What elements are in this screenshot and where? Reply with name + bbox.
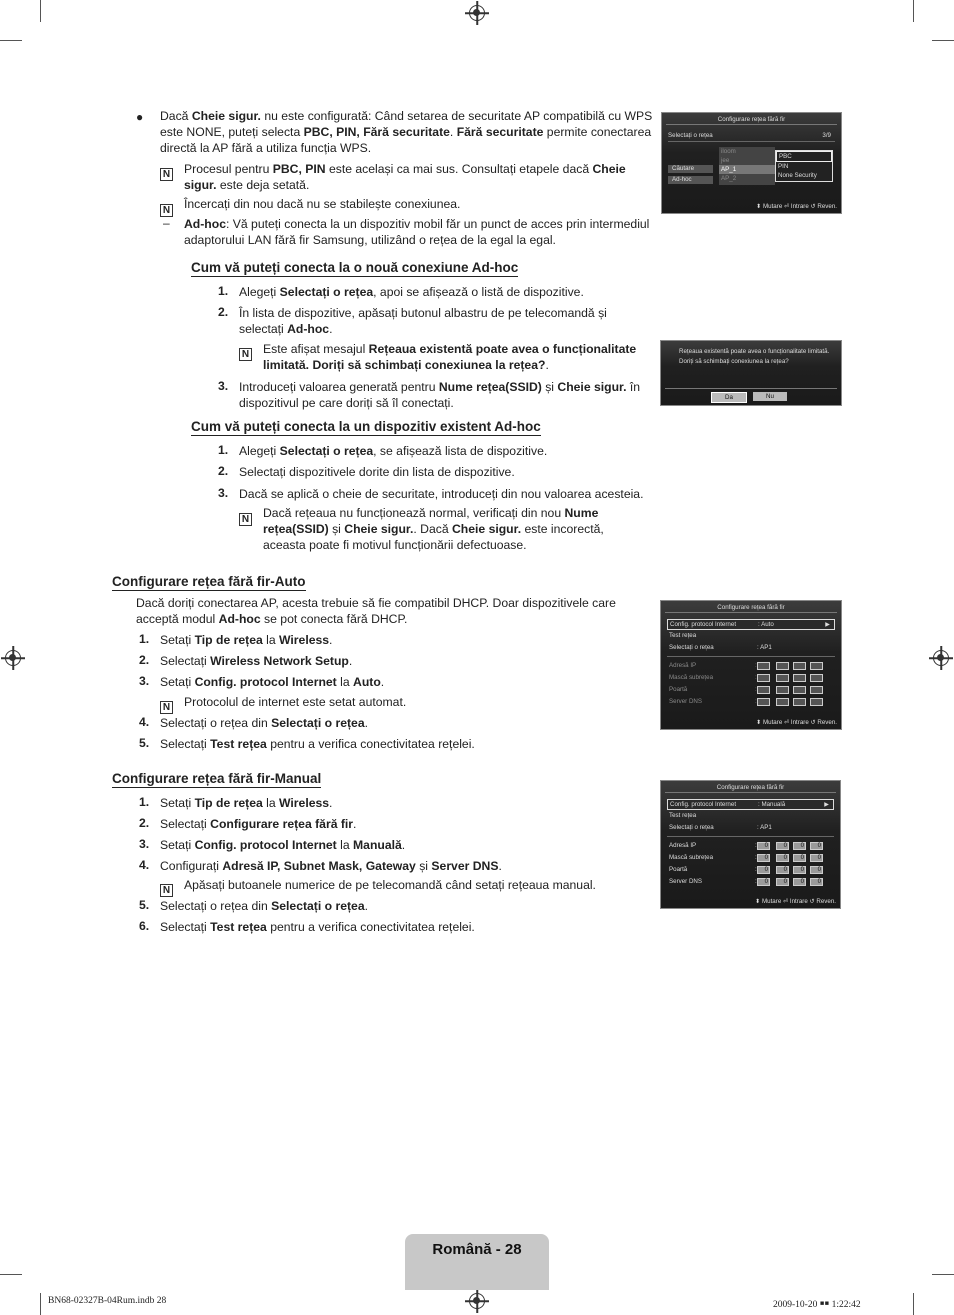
step-number: 1.	[139, 795, 150, 809]
step-text: Introduceți valoarea generată pentru Nume rețea(SSID) și Cheie sigur. în dispozitivul pe care doriți să îl conectați.	[239, 380, 641, 411]
page-counter: 3/9	[822, 132, 831, 139]
screen-footer: ⬍ Mutare ⏎ Intrare ↺ Reven.	[756, 719, 837, 726]
step-number: 4.	[139, 715, 150, 729]
step-number: 4.	[139, 858, 150, 872]
screen-footer: ⬍ Mutare ⏎ Intrare ↺ Reven.	[756, 203, 837, 210]
popup-item[interactable]: PIN	[778, 163, 789, 170]
step-number: 2.	[139, 816, 150, 830]
tv-screen-message	[660, 340, 842, 406]
divider	[665, 388, 837, 389]
step-text: În lista de dispozitive, apăsați butonul albastru de pe telecomandă și selectați Ad-hoc.	[239, 306, 607, 337]
arrow-right-icon: ▶	[825, 621, 830, 628]
step-text: Setați Config. protocol Internet la Auto.	[160, 675, 385, 689]
octet-box	[793, 686, 806, 694]
octet-box	[810, 686, 823, 694]
step-text: Selectați o rețea din Selectați o rețea.	[160, 899, 368, 913]
screen-label: Selectați o rețea	[668, 132, 713, 139]
octet-box	[810, 698, 823, 706]
popup-item[interactable]: None Security	[778, 172, 817, 179]
note-icon: N	[160, 162, 173, 181]
octet-box[interactable]: 0	[793, 842, 806, 850]
crop-mark	[40, 1293, 41, 1315]
step-text: Selectați Configurare rețea fără fir.	[160, 817, 357, 831]
subnet-row: Mască subrețea :	[669, 674, 757, 681]
octet-box	[793, 662, 806, 670]
step-number: 1.	[218, 443, 229, 457]
octet-box[interactable]: 0	[793, 854, 806, 862]
step-text: Alegeți Selectați o rețea, se afișează lista de dispozitive.	[239, 444, 548, 458]
divider	[667, 836, 834, 837]
octet-box[interactable]: 0	[810, 866, 823, 874]
octet-box	[810, 662, 823, 670]
section-paragraph: Dacă doriți conectarea AP, acesta trebuie să fie compatibil DHCP. Doar dispozitivele care acceptă modul Ad-hoc se pot conecta fără DHCP.	[136, 596, 616, 627]
step-number: 2.	[218, 464, 229, 478]
bullet-icon: ●	[136, 110, 144, 124]
section-heading: Cum vă puteți conecta la un dispozitiv existent Ad-hoc	[191, 419, 541, 434]
intro-paragraph: Dacă Cheie sigur. nu este configurată: Când setarea de securitate AP compatibilă cu WPS este NONE, puteți selecta PBC, PIN, Fără securitate. Fără securitate permite conectarea directă la AP fără a utiliza funcția WPS.	[160, 109, 653, 156]
octet-box[interactable]: 0	[757, 842, 770, 850]
dash-icon: –	[163, 216, 170, 230]
octet-box[interactable]: 0	[793, 866, 806, 874]
step-note: Apăsați butoanele numerice de pe telecomandă când setați rețeaua manual.	[184, 878, 596, 892]
gateway-row[interactable]: Poartă :	[669, 866, 757, 873]
step-text: Configurați Adresă IP, Subnet Mask, Gateway și Server DNS.	[160, 859, 502, 873]
step-number: 3.	[139, 674, 150, 688]
crop-mark	[913, 1293, 914, 1315]
step-text: Selectați Test rețea pentru a verifica conectivitatea rețelei.	[160, 920, 475, 934]
step-text: Dacă se aplică o cheie de securitate, introduceți din nou valoarea acesteia.	[239, 487, 644, 501]
step-note: Este afișat mesajul Rețeaua existentă poate avea o funcționalitate limitată. Doriți să schimbați conexiunea la rețea?.	[263, 342, 637, 373]
octet-box	[776, 686, 789, 694]
crop-mark	[40, 0, 41, 22]
subnet-row[interactable]: Mască subrețea :	[669, 854, 757, 861]
octet-box[interactable]: 0	[776, 878, 789, 886]
octet-box[interactable]: 0	[757, 866, 770, 874]
list-item[interactable]: jee	[721, 157, 730, 164]
network-list[interactable]	[719, 147, 775, 185]
crop-mark	[0, 1274, 22, 1275]
octet-box[interactable]: 0	[776, 842, 789, 850]
octet-box[interactable]: 0	[810, 878, 823, 886]
octet-box[interactable]: 0	[810, 854, 823, 862]
page-number: Română - 28	[432, 1241, 522, 1258]
ip-address-row: Adresă IP :	[669, 662, 757, 669]
octet-box	[776, 674, 789, 682]
date-imprint: 2009-10-20 ￭￭ 1:22:42	[773, 1300, 861, 1310]
side-button-adhoc[interactable]: Ad-hoc	[668, 176, 713, 184]
popup-item[interactable]: PBC	[776, 151, 832, 162]
ip-address-row[interactable]: Adresă IP :	[669, 842, 757, 849]
select-network-row[interactable]: Selectați o rețea : AP1	[669, 644, 772, 651]
section-heading: Configurare rețea fără fir-Manual	[112, 771, 322, 786]
crop-mark	[913, 0, 914, 22]
registration-mark-icon	[469, 5, 485, 21]
tv-screen-select-network	[661, 112, 842, 214]
octet-box	[757, 674, 770, 682]
note-icon: N	[160, 878, 173, 897]
octet-box	[757, 698, 770, 706]
crop-mark	[932, 1274, 954, 1275]
dns-row: Server DNS :	[669, 698, 757, 705]
step-text: Setați Tip de rețea la Wireless.	[160, 633, 333, 647]
octet-box[interactable]: 0	[776, 866, 789, 874]
tv-screen-manual-config	[660, 780, 841, 909]
note-icon: N	[239, 342, 252, 361]
octet-box	[793, 674, 806, 682]
screen-title: Configurare rețea fără fir	[665, 783, 836, 793]
message-line: Doriți să schimbați conexiunea la rețea?	[679, 358, 789, 365]
step-text: Selectați o rețea din Selectați o rețea.	[160, 716, 368, 730]
octet-box[interactable]: 0	[757, 878, 770, 886]
screen-title: Configurare rețea fără fir	[665, 603, 837, 613]
step-text: Selectați dispozitivele dorite din lista de dispozitive.	[239, 465, 515, 479]
arrow-right-icon: ▶	[824, 801, 829, 808]
octet-box	[757, 686, 770, 694]
test-network-row[interactable]: Test rețea	[669, 812, 697, 819]
select-network-row[interactable]: Selectați o rețea : AP1	[669, 824, 772, 831]
dns-row[interactable]: Server DNS :	[669, 878, 757, 885]
step-number: 2.	[139, 653, 150, 667]
tv-screen-auto-config	[660, 600, 842, 730]
note-icon: N	[160, 198, 173, 217]
no-button[interactable]: Nu	[753, 392, 787, 401]
step-text: Setați Config. protocol Internet la Manuală.	[160, 838, 406, 852]
step-text: Selectați Wireless Network Setup.	[160, 654, 353, 668]
octet-box	[793, 698, 806, 706]
list-item[interactable]: AP_2	[721, 175, 737, 182]
step-number: 6.	[139, 919, 150, 933]
octet-box	[810, 674, 823, 682]
crop-mark	[0, 40, 22, 41]
protocol-row[interactable]: Config. protocol Internet : Auto ▶	[667, 619, 835, 630]
step-number: 3.	[218, 486, 229, 500]
protocol-row[interactable]: Config. protocol Internet : Manuală ▶	[667, 799, 834, 810]
octet-box[interactable]: 0	[810, 842, 823, 850]
screen-title: Configurare rețea fără fir	[666, 115, 837, 125]
step-number: 3.	[218, 379, 229, 393]
octet-box	[776, 662, 789, 670]
list-item[interactable]: AP_1	[719, 165, 775, 174]
octet-box	[776, 698, 789, 706]
step-number: 1.	[218, 284, 229, 298]
octet-box	[757, 662, 770, 670]
octet-box[interactable]: 0	[757, 854, 770, 862]
step-note: Dacă rețeaua nu funcționează normal, verificați din nou Nume rețea(SSID) și Cheie sigur.. Dacă Cheie sigur. este incorectă, aceasta poate fi motivul funcționării defectuoase.	[263, 506, 604, 553]
divider	[668, 141, 835, 142]
step-number: 3.	[139, 837, 150, 851]
note-icon: N	[239, 507, 252, 526]
gateway-row: Poartă :	[669, 686, 757, 693]
step-note: Protocolul de internet este setat automat.	[184, 695, 407, 709]
yes-button[interactable]: Da	[711, 392, 747, 403]
adhoc-paragraph: Ad-hoc: Vă puteți conecta la un dispozitiv mobil făr un punct de acces prin intermediul adaptorului LAN fără fir Samsung, utilizând o rețea de la egal la egal.	[184, 217, 650, 248]
registration-mark-icon	[5, 650, 21, 666]
message-line: Rețeaua existentă poate avea o funcționalitate limitată.	[679, 348, 830, 355]
list-item[interactable]: iloom	[721, 148, 736, 155]
octet-box[interactable]: 0	[793, 878, 806, 886]
registration-mark-icon	[933, 650, 949, 666]
step-number: 5.	[139, 736, 150, 750]
intro-note-1: Procesul pentru PBC, PIN este același ca mai sus. Consultați etapele dacă Cheie sigur. este deja setată.	[184, 162, 626, 193]
file-imprint: BN68-02327B-04Rum.indb 28	[48, 1296, 167, 1306]
screen-footer: ⬍ Mutare ⏎ Intrare ↺ Reven.	[755, 898, 836, 905]
step-number: 2.	[218, 305, 229, 319]
crop-mark	[932, 40, 954, 41]
section-heading: Cum vă puteți conecta la o nouă conexiune Ad-hoc	[191, 260, 519, 275]
step-text: Setați Tip de rețea la Wireless.	[160, 796, 333, 810]
step-text: Alegeți Selectați o rețea, apoi se afișează o listă de dispozitive.	[239, 285, 584, 299]
octet-box[interactable]: 0	[776, 854, 789, 862]
step-number: 5.	[139, 898, 150, 912]
step-text: Selectați Test rețea pentru a verifica conectivitatea rețelei.	[160, 737, 475, 751]
security-popup[interactable]	[775, 150, 833, 182]
registration-mark-icon	[469, 1293, 485, 1309]
test-network-row[interactable]: Test rețea	[669, 632, 697, 639]
note-icon: N	[160, 695, 173, 714]
divider	[667, 656, 835, 657]
intro-note-2: Încercați din nou dacă nu se stabilește conexiunea.	[184, 197, 461, 211]
side-button-search[interactable]: Căutare	[668, 165, 713, 173]
step-number: 1.	[139, 632, 150, 646]
section-heading: Configurare rețea fără fir-Auto	[112, 574, 306, 589]
